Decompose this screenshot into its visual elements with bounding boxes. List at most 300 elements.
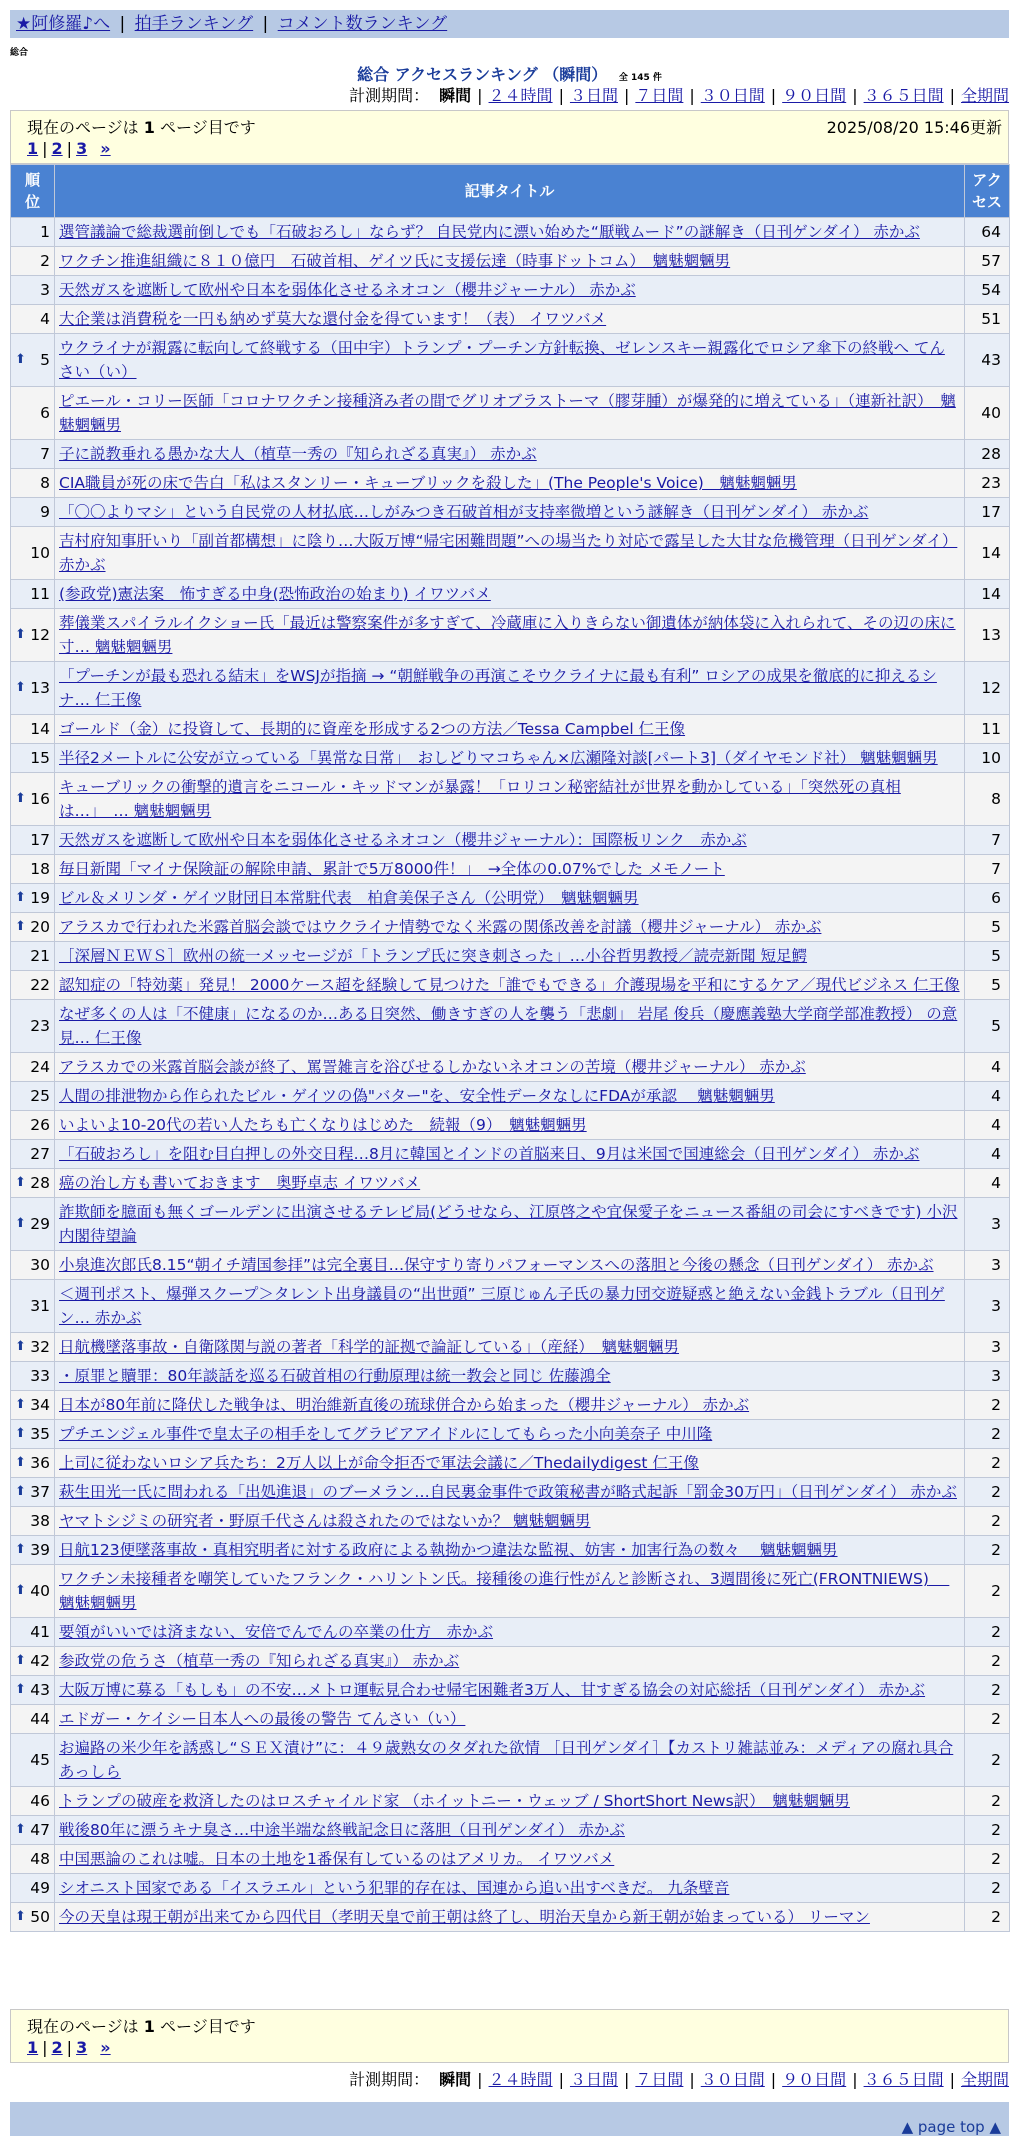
rank-cell (11, 1251, 55, 1280)
table-row (11, 1845, 1010, 1874)
article-link[interactable]: 大阪万博に募る「もしも」の不安…メトロ運転見合わせ帰宅困難者3万人、甘すぎる協会の対応総括（日刊ゲンダイ） 赤かぶ (59, 1681, 926, 1699)
rank-cell (11, 1111, 55, 1140)
rank-cell (11, 1280, 55, 1333)
table-row (11, 942, 1010, 971)
access-count: 2 (965, 1565, 1010, 1618)
rank-cell (11, 744, 55, 773)
rank-number: 30 (30, 1256, 50, 1274)
table-row (11, 884, 1010, 913)
period-option-4[interactable]: ９０日間 (782, 86, 847, 105)
title-cell (55, 1507, 965, 1536)
page-top-link[interactable]: ▲ page top ▲ (901, 2118, 1001, 2136)
up-arrow-icon: ⬆ (15, 1542, 26, 1557)
table-row (11, 1280, 1010, 1333)
period-option-2[interactable]: ７日間 (635, 86, 684, 105)
table-row (11, 1903, 1010, 1932)
rank-number: 25 (30, 1087, 50, 1105)
rank-number: 12 (30, 626, 50, 644)
article-link[interactable]: 「プーチンが最も恐れる結末」をWSJが指摘 → “朝鮮戦争の再演こそウクライナに最も有利” ロシアの成果を徹底的に抑えるシナ… 仁王像 (59, 667, 937, 709)
title-cell (55, 1536, 965, 1565)
article-link[interactable]: 日本が80年前に降伏した戦争は、明治維新直後の琉球併合から始まった（櫻井ジャーナル） 赤かぶ (59, 1396, 750, 1414)
title-cell (55, 773, 965, 826)
table-row (11, 1816, 1010, 1845)
period-separator: | (852, 86, 858, 105)
access-count: 43 (965, 334, 1010, 387)
access-count: 17 (965, 498, 1010, 527)
access-count: 12 (965, 662, 1010, 715)
access-count: 5 (965, 1000, 1010, 1053)
pager-page-3[interactable]: 3 (76, 139, 88, 158)
period-separator: | (852, 2070, 858, 2089)
title-cell (55, 1449, 965, 1478)
rank-cell (11, 773, 55, 826)
rank-cell (11, 826, 55, 855)
rank-number: 45 (30, 1751, 50, 1769)
article-link[interactable]: 毎日新聞「マイナ保険証の解除申請、累計で5万8000件！」 →全体の0.07%でした メモノート (59, 860, 725, 878)
rank-number: 24 (30, 1058, 50, 1076)
table-row (11, 1705, 1010, 1734)
title-cell (55, 498, 965, 527)
period-label: 計測期間： (349, 86, 430, 105)
title-cell (55, 469, 965, 498)
table-row (11, 527, 1010, 580)
rank-number: 48 (30, 1850, 50, 1868)
period-separator: | (949, 86, 955, 105)
title-cell (55, 942, 965, 971)
table-row (11, 773, 1010, 826)
article-link[interactable]: 半径2メートルに公安が立っている「異常な日常」 おしどりマコちゃん×広瀬隆対談[パート3]（ダイヤモンド社） 魑魅魍魎男 (59, 749, 938, 767)
table-row (11, 1565, 1010, 1618)
up-arrow-icon: ⬆ (15, 1175, 26, 1190)
rank-number: 4 (40, 310, 50, 328)
rank-number: 2 (40, 252, 50, 270)
access-count: 7 (965, 826, 1010, 855)
rank-number: 28 (30, 1174, 50, 1192)
access-count: 23 (965, 469, 1010, 498)
access-count: 4 (965, 1111, 1010, 1140)
table-row (11, 1536, 1010, 1565)
article-link[interactable]: ＜週刊ポスト、爆弾スクープ＞タレント出身議員の“出世頭” 三原じゅん子氏の暴力団交遊疑惑と絶えない金銭トラブル（日刊ゲン… 赤かぶ (59, 1285, 945, 1327)
access-count: 2 (965, 1845, 1010, 1874)
table-row (11, 1507, 1010, 1536)
pager-separator: | (42, 2038, 48, 2057)
rank-cell (11, 1000, 55, 1053)
access-count: 2 (965, 1618, 1010, 1647)
up-arrow-icon: ⬆ (15, 352, 26, 367)
title-cell (55, 1903, 965, 1932)
comment-ranking-link[interactable]: コメント数ランキング (277, 14, 448, 34)
title-cell (55, 1565, 965, 1618)
access-count: 13 (965, 609, 1010, 662)
rank-cell (11, 387, 55, 440)
access-count: 2 (965, 1705, 1010, 1734)
title-cell (55, 1391, 965, 1420)
access-count: 2 (965, 1816, 1010, 1845)
article-link[interactable]: 「〇〇よりマシ」という自民党の人材払底…しがみつき石破首相が支持率微増という謎解き（日刊ゲンダイ） 赤かぶ (59, 503, 869, 521)
article-link[interactable]: ワクチン推進組織に８１０億円 石破首相、ゲイツ氏に支援伝達（時事ドットコム） 魑魅魍魎男 (59, 252, 731, 270)
title-cell (55, 1647, 965, 1676)
rank-number: 19 (30, 889, 50, 907)
period-separator: | (558, 86, 564, 105)
article-link[interactable]: 詐欺師を臆面も無くゴールデンに出演させるテレビ局(どうせなら、江原啓之や宜保愛子をニュース番組の司会にすべきです) 小沢内閣待望論 (59, 1203, 958, 1245)
title-cell (55, 662, 965, 715)
rank-number: 41 (30, 1623, 50, 1641)
period-current-bottom: 瞬間 (439, 2070, 472, 2089)
access-count: 3 (965, 1251, 1010, 1280)
page-info-text-bottom: 現在のページは 1 ページ目です (27, 2017, 256, 2036)
rank-cell (11, 1507, 55, 1536)
rank-number: 37 (30, 1483, 50, 1501)
table-row (11, 1874, 1010, 1903)
title-cell (55, 1000, 965, 1053)
rank-number: 22 (30, 976, 50, 994)
title-cell (55, 1845, 965, 1874)
rank-number: 10 (30, 544, 50, 562)
footer-bar (10, 2102, 1009, 2136)
article-link[interactable]: 人間の排泄物から作られたビル・ゲイツの偽"バター"を、安全性データなしにFDAが承認 魑魅魍魎男 (59, 1087, 775, 1105)
rank-number: 36 (30, 1454, 50, 1472)
access-count: 4 (965, 1140, 1010, 1169)
rank-cell (11, 1787, 55, 1816)
rank-cell (11, 247, 55, 276)
access-count: 64 (965, 218, 1010, 247)
period-separator: | (770, 2070, 777, 2089)
rank-cell (11, 276, 55, 305)
article-link[interactable]: 小泉進次郎氏8.15“朝イチ靖国参拝”は完全裏目…保守すり寄りパフォーマンスへの落胆と今後の懸念（日刊ゲンダイ） 赤かぶ (59, 1256, 934, 1274)
access-count: 3 (965, 1333, 1010, 1362)
article-link[interactable]: 今の天皇は現王朝が出来てから四代目（孝明天皇で前王朝は終了し、明治天皇から新王朝が始まっている） リーマン (59, 1908, 870, 1926)
period-separator: | (949, 2070, 955, 2089)
rank-number: 13 (30, 679, 50, 697)
period-separator: | (623, 86, 630, 105)
table-row (11, 1478, 1010, 1507)
article-link[interactable]: ウクライナが親露に転向して終戦する（田中宇）トランプ・プーチン方針転換、ゼレンスキー親露化でロシア傘下の終戦へ てんさい（い） (59, 339, 945, 381)
access-count: 4 (965, 1053, 1010, 1082)
title-cell (55, 884, 965, 913)
access-count: 7 (965, 855, 1010, 884)
rank-cell (11, 942, 55, 971)
pager-separator: | (66, 2038, 73, 2057)
table-row (11, 1618, 1010, 1647)
period-option-3[interactable]: ３０日間 (700, 86, 765, 105)
pager-page-2[interactable]: 2 (51, 2038, 63, 2057)
top-nav-bar: ★阿修羅♪へ | 拍手ランキング | コメント数ランキング (10, 10, 1009, 38)
article-link[interactable]: 戦後80年に漂うキナ臭さ…中途半端な終戦記念日に落胆（日刊ゲンダイ） 赤かぶ (59, 1821, 625, 1839)
article-link[interactable]: ヤマトシジミの研究者・野原千代さんは殺されたのではないか？ 魑魅魍魎男 (59, 1512, 591, 1530)
period-label-bottom: 計測期間： (349, 2070, 430, 2089)
title-cell (55, 1676, 965, 1705)
rank-number: 1 (40, 223, 50, 241)
article-link[interactable]: 参政党の危うさ（植草一秀の『知られざる真実』） 赤かぶ (59, 1652, 460, 1670)
access-count: 2 (965, 1787, 1010, 1816)
article-link[interactable]: 選管議論で総裁選前倒しでも「石破おろし」ならず？ 自民党内に漂い始めた“厭戦ムード”の謎解き（日刊ゲンダイ） 赤かぶ (59, 223, 920, 241)
article-link[interactable]: お遍路の米少年を誘惑し“ＳＥＸ漬け”に：４９歳熟女のタダれた欲情 ［日刊ゲンダイ］【カストリ雑誌並み：メディアの腐れ具合 あっしら (59, 1739, 954, 1781)
article-link[interactable]: ゴールド（金）に投資して、長期的に資産を形成する2つの方法／Tessa Campbel 仁王像 (59, 720, 686, 738)
table-row (11, 662, 1010, 715)
article-link[interactable]: アラスカで行われた米露首脳会談ではウクライナ情勢でなく米露の関係改善を討議（櫻井ジャーナル） 赤かぶ (59, 918, 822, 936)
article-link[interactable]: 癌の治し方も書いておきます 奥野卓志 イワツバメ (59, 1174, 421, 1192)
rank-cell (11, 498, 55, 527)
access-count: 3 (965, 1198, 1010, 1251)
article-link[interactable]: 「石破おろし」を阻む目白押しの外交日程…8月に韓国とインドの首脳来日、9月は米国で国連総会（日刊ゲンダイ） 赤かぶ (59, 1145, 920, 1163)
access-count: 5 (965, 913, 1010, 942)
rank-cell (11, 1449, 55, 1478)
table-row (11, 276, 1010, 305)
rank-cell (11, 1845, 55, 1874)
access-count: 3 (965, 1362, 1010, 1391)
table-row (11, 1787, 1010, 1816)
rank-number: 50 (30, 1908, 50, 1926)
rank-cell (11, 855, 55, 884)
title-cell (55, 913, 965, 942)
rank-cell (11, 609, 55, 662)
article-link[interactable]: ［深層ＮＥＷＳ］欧州の統一メッセージが「トランプ氏に突き刺さった」…小谷哲男教授／読売新聞 短足鰐 (59, 947, 808, 965)
ranking-count: 全 145 件 (618, 73, 662, 83)
access-count: 2 (965, 1449, 1010, 1478)
rank-number: 14 (30, 720, 50, 738)
article-link[interactable]: 天然ガスを遮断して欧州や日本を弱体化させるネオコン（櫻井ジャーナル） 赤かぶ (59, 281, 636, 299)
article-link[interactable]: 認知症の「特効薬」発見！ 2000ケース超を経験して見つけた「誰でもできる」介護現場を平和にするケア／現代ビジネス 仁王像 (59, 976, 960, 994)
up-arrow-icon: ⬆ (15, 1339, 26, 1354)
table-row (11, 744, 1010, 773)
access-count: 28 (965, 440, 1010, 469)
table-row (11, 1362, 1010, 1391)
page-info-text: 現在のページは 1 ページ目です (27, 118, 256, 137)
access-count: 54 (965, 276, 1010, 305)
title-cell (55, 744, 965, 773)
table-row (11, 498, 1010, 527)
access-count: 3 (965, 1280, 1010, 1333)
article-link[interactable]: アラスカでの米露首脳会談が終了、罵詈雑言を浴びせるしかないネオコンの苦境（櫻井ジャーナル） 赤かぶ (59, 1058, 806, 1076)
article-link[interactable]: 子に説教垂れる愚かな大人（植草一秀の『知られざる真実』） 赤かぶ (59, 445, 537, 463)
access-count: 14 (965, 580, 1010, 609)
access-count: 2 (965, 1734, 1010, 1787)
access-count: 51 (965, 305, 1010, 334)
up-arrow-icon: ⬆ (15, 1397, 26, 1412)
rank-number: 6 (40, 404, 50, 422)
period-option-6[interactable]: 全期間 (960, 2070, 1009, 2089)
title-cell (55, 1478, 965, 1507)
table-row (11, 469, 1010, 498)
rank-cell (11, 913, 55, 942)
title-cell (55, 1111, 965, 1140)
up-arrow-icon: ⬆ (15, 1216, 26, 1231)
period-separator: | (623, 2070, 630, 2089)
pager-page-2[interactable]: 2 (51, 139, 63, 158)
header-rank: 順位 (11, 165, 55, 218)
article-link[interactable]: ワクチン未接種者を嘲笑していたフランク・ハリントン氏。接種後の進行性がんと診断され、3週間後に死亡(FRONTNIEWS) 魑魅魍魎男 (59, 1570, 950, 1612)
table-row (11, 1647, 1010, 1676)
period-option-1[interactable]: ３日間 (569, 86, 618, 105)
access-count: 2 (965, 1507, 1010, 1536)
article-link[interactable]: エドガー・ケイシー日本人への最後の警告 てんさい（い） (59, 1710, 466, 1728)
table-row (11, 1111, 1010, 1140)
rank-cell (11, 1734, 55, 1787)
article-link[interactable]: ピエール・コリー医師「コロナワクチン接種済み者の間でグリオブラストーマ（膠芽腫）が爆発的に増えている」（連新社訳） 魑魅魍魎男 (59, 392, 956, 434)
rank-cell (11, 440, 55, 469)
title-cell (55, 1251, 965, 1280)
access-count: 4 (965, 1082, 1010, 1111)
rank-cell (11, 1391, 55, 1420)
access-count: 2 (965, 1647, 1010, 1676)
article-link[interactable]: 萩生田光一氏に問われる「出処進退」のブーメラン…自民裏金事件で政策秘書が略式起訴「罰金30万円」（日刊ゲンダイ） 赤かぶ (59, 1483, 957, 1501)
access-count: 6 (965, 884, 1010, 913)
up-arrow-icon: ⬆ (15, 1455, 26, 1470)
header-title: 記事タイトル (55, 165, 965, 218)
period-option-2[interactable]: ７日間 (635, 2070, 684, 2089)
period-option-4[interactable]: ９０日間 (782, 2070, 847, 2089)
table-row (11, 387, 1010, 440)
article-link[interactable]: 大企業は消費税を一円も納めず莫大な還付金を得ています！（表） イワツバメ (59, 310, 607, 328)
article-link[interactable]: CIA職員が死の床で告白「私はスタンリー・キューブリックを殺した」(The People's Voice) 魑魅魍魎男 (59, 474, 797, 492)
rank-cell (11, 1874, 55, 1903)
access-count: 8 (965, 773, 1010, 826)
rank-cell (11, 1362, 55, 1391)
page-info-panel-top (10, 110, 1009, 164)
rank-cell (11, 1565, 55, 1618)
period-separator: | (770, 86, 777, 105)
pager-page-1[interactable]: 1 (27, 139, 39, 158)
rank-cell (11, 580, 55, 609)
period-option-6[interactable]: 全期間 (960, 86, 1009, 105)
article-link[interactable]: (参政党)憲法案 怖すぎる中身(恐怖政治の始まり) イワツバメ (59, 585, 491, 603)
article-link[interactable]: ビル＆メリンダ・ゲイツ財団日本常駐代表 柏倉美保子さん（公明党） 魑魅魍魎男 (59, 889, 639, 907)
table-row (11, 855, 1010, 884)
up-arrow-icon: ⬆ (15, 791, 26, 806)
table-row (11, 334, 1010, 387)
rank-number: 3 (40, 281, 50, 299)
title-cell (55, 305, 965, 334)
article-link[interactable]: なぜ多くの人は「不健康」になるのか…ある日突然、働きすぎの人を襲う「悲劇」 岩尾 俊兵（慶應義塾大学商学部准教授） の意見… 仁王像 (59, 1005, 958, 1047)
period-separator: | (689, 86, 695, 105)
article-link[interactable]: キューブリックの衝撃的遺言をニコール・キッドマンが暴露！「ロリコン秘密結社が世界を動かしている」「突然死の真相は…」 … 魑魅魍魎男 (59, 778, 901, 820)
period-selector-top (349, 86, 1009, 106)
title-cell (55, 218, 965, 247)
pager-page-1[interactable]: 1 (27, 2038, 39, 2057)
period-option-0[interactable]: ２４時間 (488, 2070, 553, 2089)
title-cell (55, 580, 965, 609)
period-separator: | (477, 2070, 483, 2089)
title-cell (55, 334, 965, 387)
article-link[interactable]: 日航123便墜落事故・真相究明者に対する政府による執拗かつ違法な監視、妨害・加害行為の数々 魑魅魍魎男 (59, 1541, 838, 1559)
pager-next[interactable]: » (100, 2038, 111, 2057)
table-row (11, 1676, 1010, 1705)
access-count: 2 (965, 1874, 1010, 1903)
title-cell (55, 1362, 965, 1391)
article-link[interactable]: いよいよ10-20代の若い人たちも亡くなりはじめた 続報（9） 魑魅魍魎男 (59, 1116, 587, 1134)
pager-separator: | (42, 139, 48, 158)
article-link[interactable]: ・原罪と贖罪：80年談話を巡る石破首相の行動原理は統一教会と同じ 佐藤鴻全 (59, 1367, 611, 1385)
article-link[interactable]: 要領がいいでは済まない、安倍でんでんの卒業の仕方 赤かぶ (59, 1623, 494, 1641)
title-cell (55, 1082, 965, 1111)
table-row (11, 826, 1010, 855)
rank-number: 33 (30, 1367, 50, 1385)
access-count: 2 (965, 1676, 1010, 1705)
up-arrow-icon: ⬆ (15, 890, 26, 905)
up-arrow-icon: ⬆ (15, 1653, 26, 1668)
rank-cell (11, 305, 55, 334)
access-count: 2 (965, 1420, 1010, 1449)
period-selector-bottom (349, 2070, 1009, 2090)
pager-next[interactable]: » (100, 139, 111, 158)
updated-timestamp: 2025/08/20 15:46更新 (826, 118, 1002, 137)
rank-cell (11, 1478, 55, 1507)
article-link[interactable]: 中国悪論のこれは嘘。日本の土地を1番保有しているのはアメリカ。 イワツバメ (59, 1850, 615, 1868)
access-count: 2 (965, 1478, 1010, 1507)
article-link[interactable]: トランプの破産を救済したのはロスチャイルド家 （ホイットニー・ウェッブ / ShortShort News訳） 魑魅魍魎男 (59, 1792, 850, 1810)
rank-cell (11, 1816, 55, 1845)
period-option-5[interactable]: ３６５日間 (863, 2070, 944, 2089)
rank-number: 32 (30, 1338, 50, 1356)
rank-number: 38 (30, 1512, 50, 1530)
table-row (11, 1140, 1010, 1169)
period-option-3[interactable]: ３０日間 (700, 2070, 765, 2089)
article-link[interactable]: 天然ガスを遮断して欧州や日本を弱体化させるネオコン（櫻井ジャーナル）：国際板リンク 赤かぶ (59, 831, 747, 849)
article-link[interactable]: 吉村府知事肝いり「副首都構想」に陰り…大阪万博“帰宅困難問題”への場当たり対応で露呈した大甘な危機管理（日刊ゲンダイ） 赤かぶ (59, 532, 958, 574)
home-link[interactable]: ★阿修羅♪へ (16, 14, 111, 34)
rank-number: 26 (30, 1116, 50, 1134)
table-row (11, 1169, 1010, 1198)
title-cell (55, 1874, 965, 1903)
pager-top (27, 139, 111, 158)
rank-number: 16 (30, 790, 50, 808)
rank-cell (11, 1053, 55, 1082)
clap-ranking-link[interactable]: 拍手ランキング (134, 14, 254, 34)
title-cell (55, 1053, 965, 1082)
article-link[interactable]: プチエンジェル事件で皇太子の相手をしてグラビアアイドルにしてもらった小向美奈子 中川隆 (59, 1425, 713, 1443)
rank-cell (11, 662, 55, 715)
article-link[interactable]: 上司に従わないロシア兵たち：2万人以上が命令拒否で軍法会議に／Thedailydigest 仁王像 (59, 1454, 699, 1472)
article-link[interactable]: シオニスト国家である「イスラエル」という犯罪的存在は、国連から追い出すべきだ。 九条壁音 (59, 1879, 730, 1897)
article-link[interactable]: 日航機墜落事故・自衛隊関与説の著者「科学的証拠で論証している」（産経） 魑魅魍魎男 (59, 1338, 680, 1356)
rank-cell (11, 1536, 55, 1565)
rank-cell (11, 334, 55, 387)
period-option-0[interactable]: ２４時間 (488, 86, 553, 105)
table-row (11, 1251, 1010, 1280)
rank-number: 15 (30, 749, 50, 767)
article-link[interactable]: 葬儀業スパイラルイクショー氏「最近は警察案件が多すぎて、冷蔵庫に入りきらない御遺体が納体袋に入れられて、その辺の床に寸… 魑魅魍魎男 (59, 614, 956, 656)
title-cell (55, 527, 965, 580)
page-info-panel-bottom (10, 2009, 1009, 2063)
access-count: 2 (965, 1903, 1010, 1932)
access-count: 57 (965, 247, 1010, 276)
rank-cell (11, 715, 55, 744)
pager-page-3[interactable]: 3 (76, 2038, 88, 2057)
table-row (11, 1082, 1010, 1111)
table-row (11, 1449, 1010, 1478)
rank-cell (11, 1618, 55, 1647)
title-cell (55, 1618, 965, 1647)
period-option-1[interactable]: ３日間 (569, 2070, 618, 2089)
up-arrow-icon: ⬆ (15, 680, 26, 695)
table-row (11, 1053, 1010, 1082)
up-arrow-icon: ⬆ (15, 1426, 26, 1441)
access-count: 11 (965, 715, 1010, 744)
access-count: 5 (965, 971, 1010, 1000)
access-count: 2 (965, 1391, 1010, 1420)
pager-bottom (27, 2038, 111, 2057)
rank-number: 18 (30, 860, 50, 878)
rank-number: 46 (30, 1792, 50, 1810)
title-cell (55, 1140, 965, 1169)
period-option-5[interactable]: ３６５日間 (863, 86, 944, 105)
title-cell (55, 387, 965, 440)
rank-number: 34 (30, 1396, 50, 1414)
table-row (11, 440, 1010, 469)
period-separator: | (477, 86, 483, 105)
rank-number: 43 (30, 1681, 50, 1699)
table-row (11, 1198, 1010, 1251)
